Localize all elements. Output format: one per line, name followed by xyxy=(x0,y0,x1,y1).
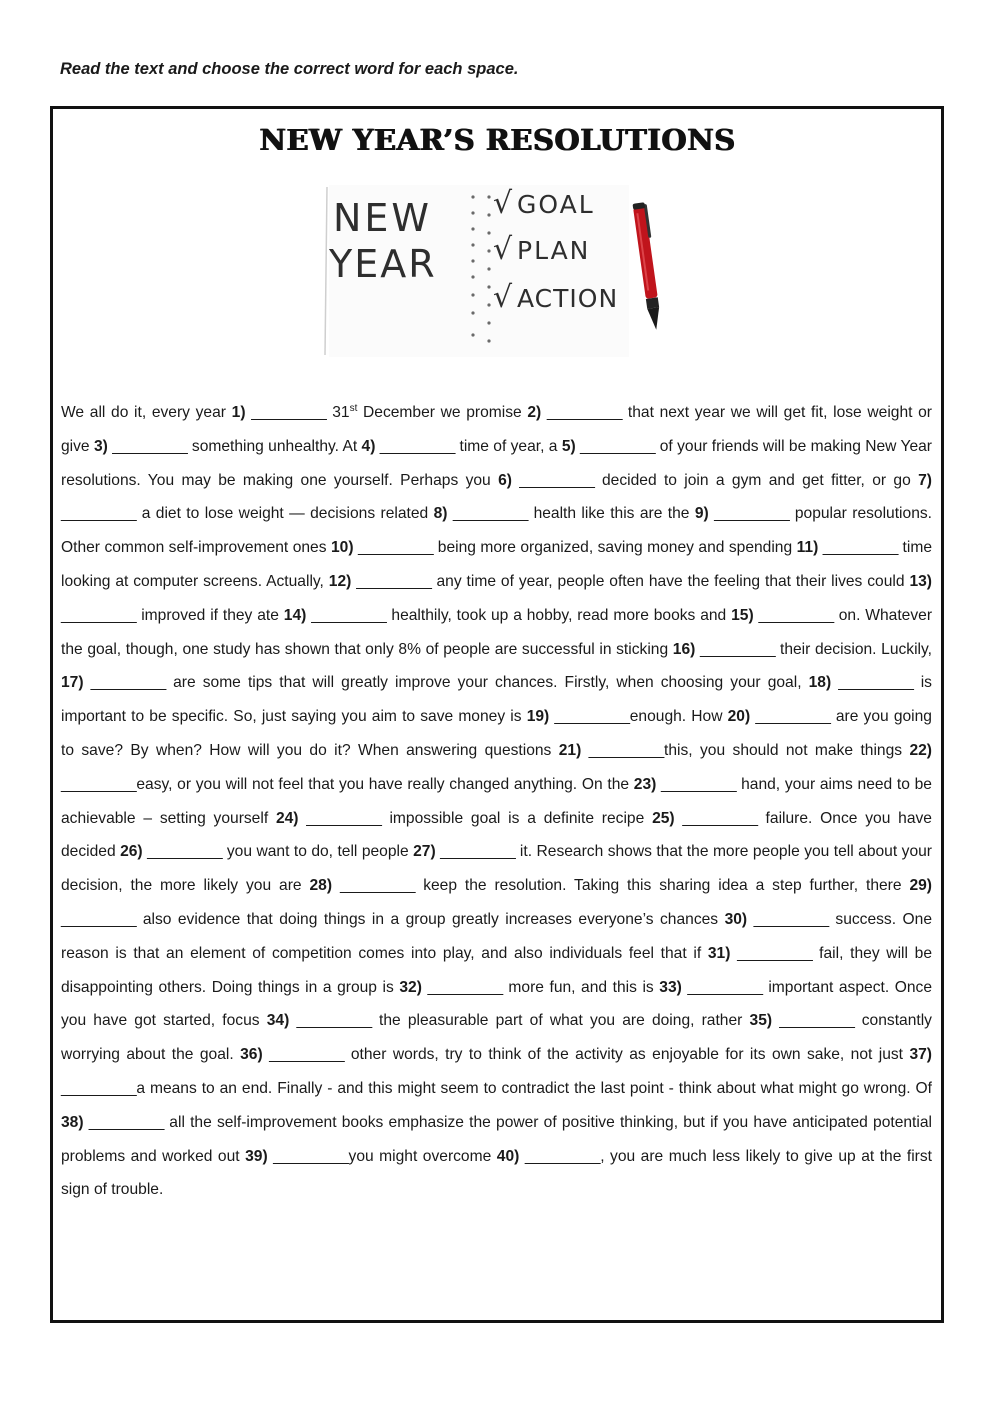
gap-number: 2) xyxy=(527,404,542,421)
gap-number: 31) xyxy=(707,944,731,962)
gap-number: 30) xyxy=(724,910,748,928)
gap-blank[interactable]: _________ xyxy=(687,978,763,996)
gap-number: 28) xyxy=(309,877,333,895)
gap-blank[interactable]: _________ xyxy=(822,539,899,557)
gap-blank[interactable]: _________ xyxy=(356,572,432,590)
page-title: NEW YEAR’S RESOLUTIONS xyxy=(258,123,736,157)
gap-blank[interactable]: _________ xyxy=(379,437,456,455)
gap-number: 35) xyxy=(749,1012,773,1030)
gap-blank[interactable]: _________ xyxy=(737,944,813,962)
gap-blank[interactable]: _________ xyxy=(554,708,630,726)
gap-blank[interactable]: _________ xyxy=(779,1012,855,1030)
gap-blank[interactable]: _________ xyxy=(519,471,595,489)
gap-number: 33) xyxy=(659,978,682,996)
gap-number: 12) xyxy=(328,572,352,590)
gap-number: 10) xyxy=(330,539,354,557)
gap-blank[interactable]: _________ xyxy=(427,978,503,996)
gap-blank[interactable]: _________ xyxy=(452,505,529,523)
gap-blank[interactable]: _________ xyxy=(296,1012,372,1030)
gap-number: 24) xyxy=(275,809,299,827)
gap-number: 16) xyxy=(672,640,696,658)
gap-number: 13) xyxy=(909,572,932,590)
gap-number: 7) xyxy=(918,471,932,489)
gap-number: 5) xyxy=(561,437,576,455)
gap-number: 9) xyxy=(694,505,709,523)
gap-blank[interactable]: _________ xyxy=(251,404,327,421)
gap-number: 15) xyxy=(731,606,754,624)
gap-blank[interactable]: _________ xyxy=(661,775,737,793)
gap-blank[interactable]: _________ xyxy=(753,910,829,928)
gap-blank[interactable]: _________ xyxy=(61,910,137,928)
instruction: Read the text and choose the correct word for each space. xyxy=(60,60,519,78)
gap-blank[interactable]: _________ xyxy=(112,437,188,455)
word-plan: PLAN xyxy=(517,236,591,265)
gap-blank[interactable]: _________ xyxy=(588,741,665,759)
gap-number: 34) xyxy=(266,1012,290,1030)
gap-number: 22) xyxy=(909,741,932,759)
gap-number: 17) xyxy=(61,674,84,692)
gap-blank[interactable]: _________ xyxy=(306,809,382,827)
gap-blank[interactable]: _________ xyxy=(61,606,137,624)
gap-number: 27) xyxy=(413,843,436,861)
check-icon: √ xyxy=(493,232,513,267)
word-goal: GOAL xyxy=(517,190,595,219)
gap-number: 25) xyxy=(652,809,675,827)
gap-blank[interactable]: _________ xyxy=(90,674,166,692)
gap-blank[interactable]: _________ xyxy=(61,1079,137,1097)
gap-number: 32) xyxy=(399,978,422,996)
gap-blank[interactable]: _________ xyxy=(311,606,387,624)
gap-number: 37) xyxy=(909,1046,932,1064)
gap-number: 36) xyxy=(240,1046,263,1064)
gap-number: 40) xyxy=(496,1147,520,1165)
gap-number: 8) xyxy=(433,505,448,523)
gap-blank[interactable]: _________ xyxy=(524,1147,601,1165)
gap-number: 18) xyxy=(808,674,832,692)
check-icon: √ xyxy=(493,280,513,315)
gap-number: 38) xyxy=(61,1113,84,1131)
gap-blank[interactable]: _________ xyxy=(357,539,434,557)
gap-number: 6) xyxy=(498,471,512,489)
gap-blank[interactable]: _________ xyxy=(339,877,416,895)
gap-blank[interactable]: _________ xyxy=(755,708,831,726)
gap-blank[interactable]: _________ xyxy=(147,843,223,861)
gap-blank[interactable]: _________ xyxy=(838,674,914,692)
word-year: YEAR xyxy=(329,242,437,286)
gap-blank[interactable]: _________ xyxy=(61,505,137,523)
gap-blank[interactable]: _________ xyxy=(699,640,776,658)
gap-number: 1) xyxy=(231,404,246,421)
gap-blank[interactable]: _________ xyxy=(273,1147,349,1165)
gap-number: 3) xyxy=(93,437,108,455)
gap-blank[interactable]: _________ xyxy=(546,404,623,421)
gap-blank[interactable]: _________ xyxy=(580,437,656,455)
worksheet-frame xyxy=(50,106,944,1323)
gap-blank[interactable]: _________ xyxy=(269,1046,345,1064)
check-icon: √ xyxy=(493,186,513,221)
gap-number: 4) xyxy=(361,437,376,455)
gap-number: 19) xyxy=(526,708,550,726)
gap-number: 29) xyxy=(909,877,932,895)
gap-number: 26) xyxy=(120,843,143,861)
word-action: ACTION xyxy=(517,284,619,313)
word-new: NEW xyxy=(333,196,433,240)
gap-number: 11) xyxy=(796,539,819,557)
gap-number: 23) xyxy=(633,775,657,793)
gap-blank[interactable]: _________ xyxy=(714,505,790,523)
gap-blank[interactable]: _________ xyxy=(758,606,834,624)
gap-blank[interactable]: _________ xyxy=(682,809,758,827)
gap-number: 20) xyxy=(727,708,751,726)
gap-number: 14) xyxy=(283,606,307,624)
gap-blank[interactable]: _________ xyxy=(440,843,516,861)
gap-number: 39) xyxy=(245,1147,268,1165)
gap-blank[interactable]: _________ xyxy=(61,775,137,793)
gap-number: 21) xyxy=(558,741,582,759)
new-year-goals-image xyxy=(321,177,669,359)
passage-text: We all do it, every year 1) _________ 31st December we promise 2) _________ that next year we will get fit, lose weight or give 3) _________ something unhealthy. At 4) _________ time of year, a 5) _________ of your friends will be making New Year resolutions. You may be making one yourself. Perhaps you 6) _________ decided to join a gym and get fitter, or go 7) _________ a diet to lose weight — decisions related 8) _________ health like this are the 9) _________ popular resolutions. Other common self-improvement ones 10) _________ being more organized, saving money and spending 11) _________ time looking at computer screens. Actually, 12) _________ any time of year, people often have the feeling that their lives could 13) _________ improved if they ate 14) _________ healthily, took up a hobby, read more books and 15) _________ on. Whatever the goal, though, one study has shown that only 8% of people are successful in sticking 16) _________ their decision. Luckily, 17) _________ are some tips that will greatly improve your chances. Firstly, when choosing your goal, 18) _________ is important to be specific. So, just saying you aim to save money is 19) _________enough. How 20) _________ are you going to save? By when? How will you do it? When answering questions 21) _________this, you should not make things 22) _________easy, or you will not feel that you have really changed anything. On the 23) _________ hand, your aims need to be achievable – setting yourself 24) _________ impossible goal is a definite recipe 25) _________ failure. Once you have decided 26) _________ you want to do, tell people 27) _________ it. Research shows that the more people you tell about your decision, the more likely you are 28) _________ keep the resolution. Taking this sharing idea a step further, there 29) _________ also evidence that doing things in a group greatly increases everyone’s chances 30) _________ success. One reason is that an element of competition comes into play, and also individuals feel that if 31) _________ fail, they will be disappointing others. Doing things in a group is 32) _________ more fun, and this is 33) _________ important aspect. Once you have got started, focus 34) _________ the pleasurable part of what you are doing, rather 35) _________ constantly worrying about the goal. 36) _________ other words, try to think of the activity as enjoyable for its own sake, not just 37) _________a means to an end. Finally - and this might seem to contradict the last point - think about what might go wrong. Of 38) _________ all the self-improvement books emphasize the power of positive thinking, but if you have anticipated potential problems and worked out 39) _________you might overcome 40) _________, you are much less likely to give up at the first sign of trouble. xyxy=(61,403,933,1199)
gap-blank[interactable]: _________ xyxy=(88,1113,165,1131)
